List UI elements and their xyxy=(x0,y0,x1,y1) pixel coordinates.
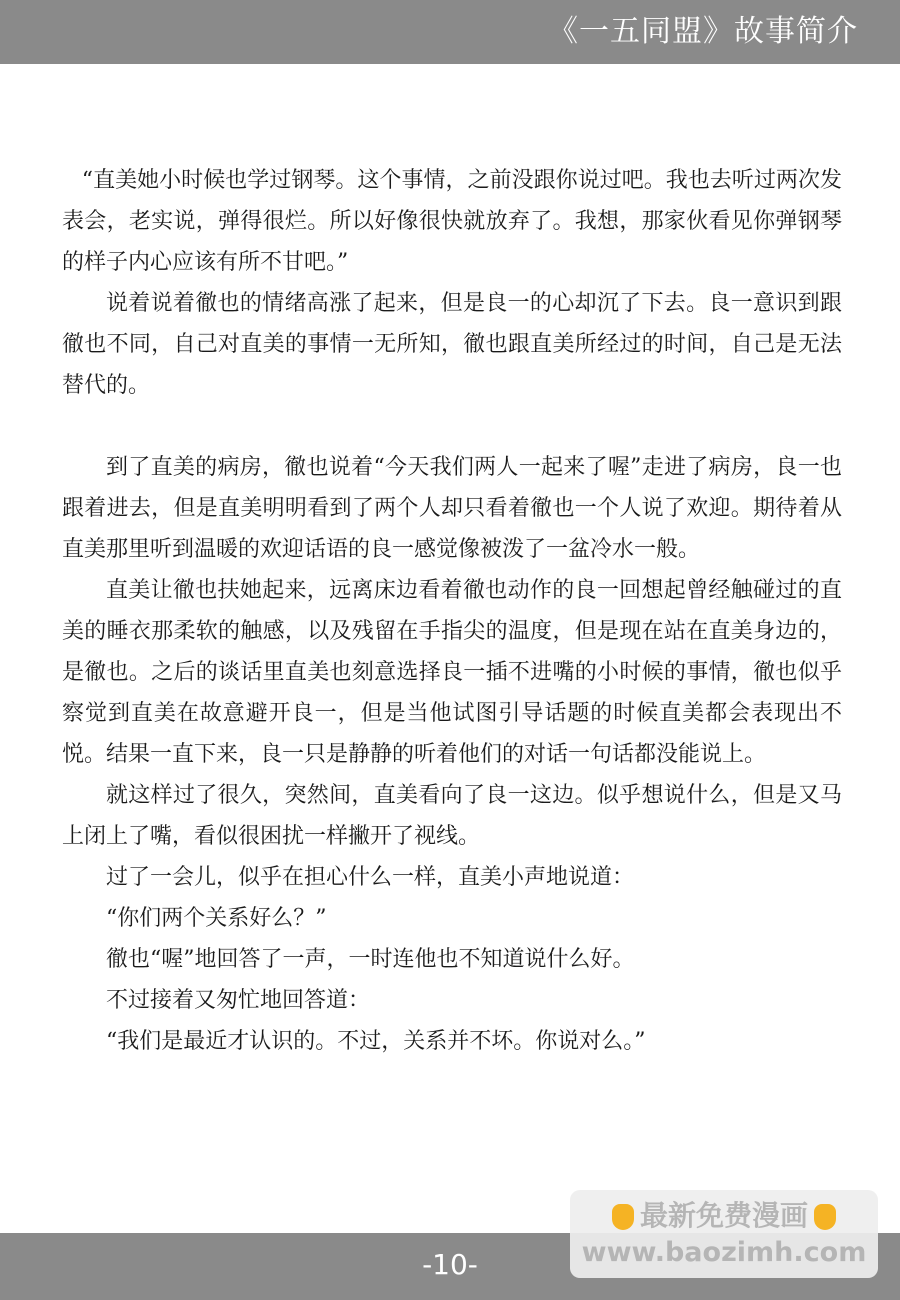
watermark-slogan: 最新免费漫画 xyxy=(639,1199,808,1232)
paragraph: 过了一会儿，似乎在担心什么一样，直美小声地说道： xyxy=(106,865,635,890)
paragraph: 不过接着又匆忙地回答道： xyxy=(106,988,371,1013)
paragraph: 徹也“喔”地回答了一声，一时连他也不知道说什么好。 xyxy=(106,947,635,972)
book-title: 《一五同盟》故事简介 xyxy=(548,14,858,49)
paragraph: “你们两个关系好么？” xyxy=(106,906,327,931)
pointing-hand-icon xyxy=(612,1204,634,1230)
page-header xyxy=(0,0,900,64)
paragraph: 直美让徹也扶她起来，远离床边看着徹也动作的良一回想起曾经触碰过的直美的睡衣那柔软的触感，以及残留在手指尖的温度，但是现在站在直美身边的，是徹也。之后的谈话里直美也刻意选择良一插不进嘴的小时候的事情，徹也似乎察觉到直美在故意避开良一，但是当他试图引导话题的时候直美都会表现出不悦。结果一直下来，良一只是静静的听着他们的对话一句话都没能说上。 xyxy=(62,578,842,767)
watermark-url[interactable]: www.baozimh.com xyxy=(581,1237,867,1268)
paragraph: “直美她小时候也学过钢琴。这个事情，之前没跟你说过吧。我也去听过两次发表会，老实说，弹得很烂。所以好像很快就放弃了。我想，那家伙看见你弹钢琴的样子内心应该有所不甘吧。” xyxy=(62,168,842,275)
site-watermark[interactable] xyxy=(570,1190,878,1278)
paragraph: 就这样过了很久，突然间，直美看向了良一这边。似乎想说什么，但是又马上闭上了嘴，看似很困扰一样撇开了视线。 xyxy=(62,783,842,849)
paragraph: 到了直美的病房，徹也说着“今天我们两人一起来了喔”走进了病房，良一也跟着进去，但是直美明明看到了两个人却只看着徹也一个人说了欢迎。期待着从直美那里听到温暖的欢迎话语的良一感觉像被泼了一盆冷水一般。 xyxy=(62,455,842,562)
paragraph: 说着说着徹也的情绪高涨了起来，但是良一的心却沉了下去。良一意识到跟徹也不同，自己对直美的事情一无所知，徹也跟直美所经过的时间，自己是无法替代的。 xyxy=(62,291,842,398)
story-text xyxy=(62,160,842,1062)
page-number: -10- xyxy=(422,1248,478,1281)
section-gap xyxy=(62,406,842,447)
pointing-hand-icon xyxy=(814,1204,836,1230)
paragraph: “我们是最近才认识的。不过，关系并不坏。你说对么。” xyxy=(106,1029,646,1054)
watermark-banner xyxy=(570,1198,878,1234)
